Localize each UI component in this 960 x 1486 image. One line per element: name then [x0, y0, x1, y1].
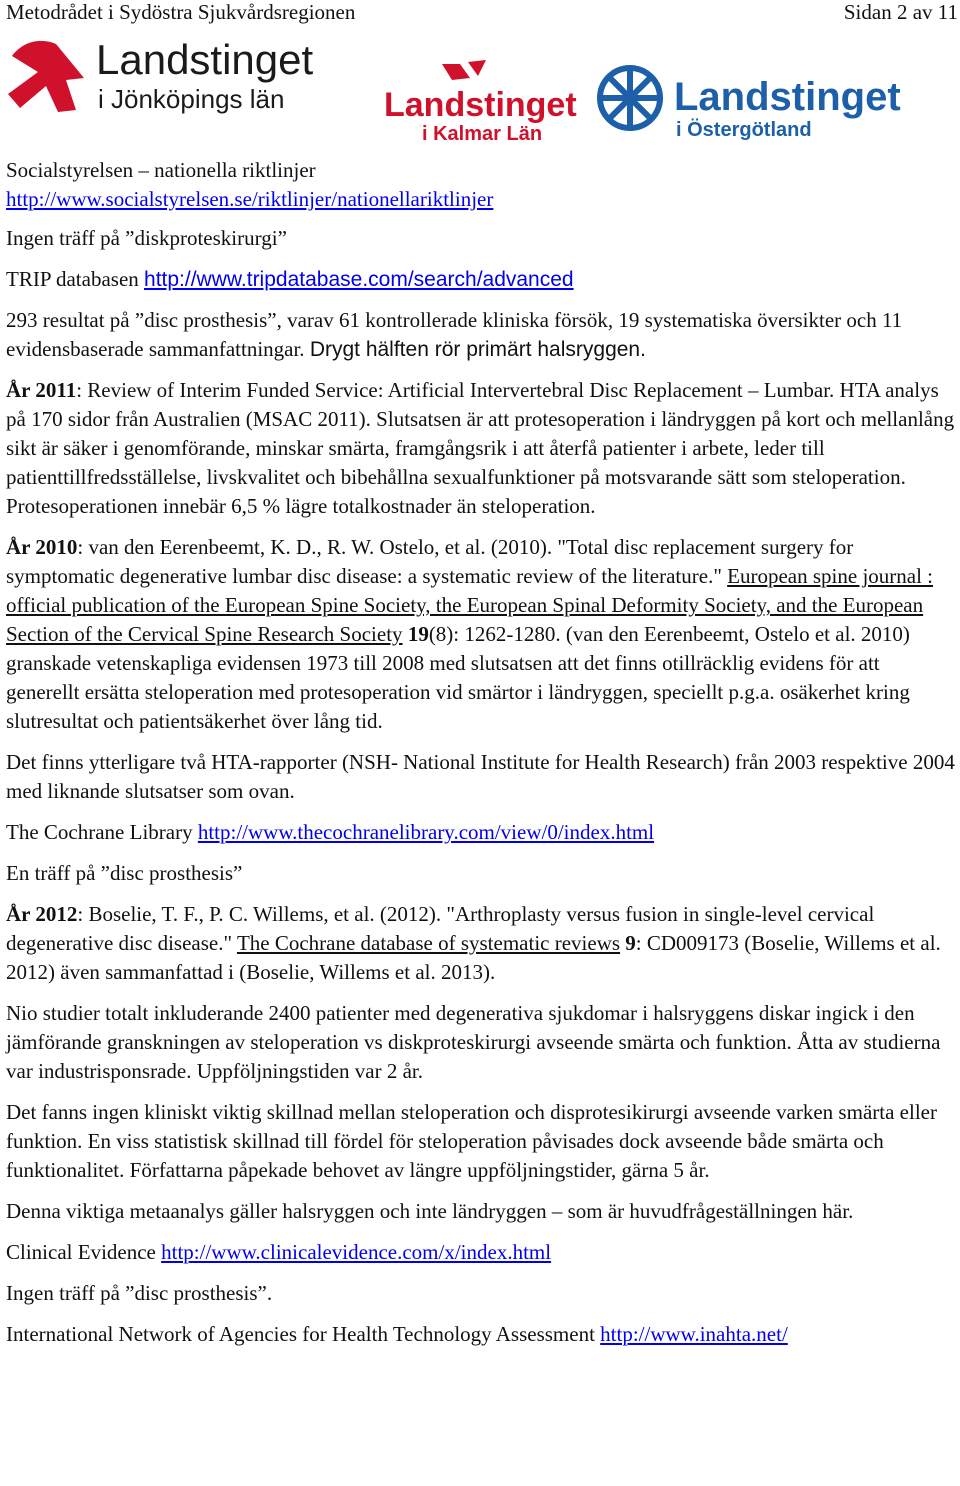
year-2010-summary: (8): 1262-1280. (van den Eerenbeemt, Ostelo et al. 2010) granskade vetenskapliga evidensen 1973 till 2008 med slutsatsen att det finns otillräcklig evidens för att generellt ersätta steloperation med protesoperation vid smärtor i ländryggen, speciellt p.g.a. osäkerhet kring slutresultat och patientsäkerhet över lång tid.	[6, 622, 910, 733]
clinical-evidence-link[interactable]: http://www.clinicalevidence.com/x/index.html	[161, 1240, 552, 1264]
year-2011-text: : Review of Interim Funded Service: Artificial Intervertebral Disc Replacement – Lumbar. HTA analys på 170 sidor från Australien (MSAC 2011). Slutsatsen är att protesoperation i ländryggen på kort och mellanlång sikt är säker i genomförande, minskar smärta, framgångsrik i att återfå patienter i arbete, leder till patienttillfredsställelse, livskvalitet och bibehållna sexualfunktioner på motsvarande sätt som steloperation. Protesoperationen innebär 6,5 % lägre totalkostnader än steloperation.	[6, 378, 955, 518]
page-header	[6, 0, 958, 28]
trip-line	[6, 265, 958, 294]
logo-landstinget-jonkoping	[6, 34, 341, 116]
cochrane-link[interactable]: http://www.thecochranelibrary.com/view/0/index.html	[197, 820, 655, 844]
cochrane-line	[6, 818, 958, 847]
clinical-evidence-line	[6, 1238, 958, 1267]
year-2010-volume: 19	[402, 622, 429, 646]
logo-kalmar-line2: i Kalmar Län	[422, 123, 543, 145]
year-2012-label: År 2012	[6, 902, 78, 926]
trip-result-text: 293 resultat på ”disc prosthesis”, varav 61 kontrollerade kliniska försök, 19 systematiska översikter och 11 evidensbaserade sammanfattningar.	[6, 308, 903, 361]
socialstyrelsen-link[interactable]: http://www.socialstyrelsen.se/riktlinjer/nationellariktlinjer	[6, 187, 494, 211]
trip-label: TRIP databasen	[6, 267, 145, 291]
logo-ostergotland-line1: Landstinget	[674, 75, 901, 119]
year-2010-journal-link[interactable]: European spine journal : official publication of the European Spine Society, the European Spinal Deformity Society, and the European Section of the Cervical Spine Research Society	[6, 564, 934, 646]
logo-ostergotland-line2: i Östergötland	[676, 119, 812, 141]
paragraph-2010	[6, 533, 958, 736]
year-2012-volume: 9	[620, 931, 636, 955]
clinical-evidence-result: Ingen träff på ”disc prosthesis”.	[6, 1281, 273, 1305]
header-page-number: Sidan 2 av 11	[843, 0, 958, 24]
year-2012-journal-link[interactable]: The Cochrane database of systematic reviews	[236, 931, 621, 955]
socialstyrelsen-title: Socialstyrelsen – nationella riktlinjer	[6, 158, 316, 182]
trip-result-note: Drygt hälften rör primärt halsryggen.	[309, 338, 646, 361]
inahta-link[interactable]: http://www.inahta.net/	[600, 1322, 788, 1346]
ingen-skillnad-paragraph: Det fanns ingen kliniskt viktig skillnad mellan steloperation och disprotesikirurgi avseende varken smärta eller funktion. En viss statistisk skillnad till fördel för steloperation påvisades dock avseende både smärta och funktionalitet. Författarna påpekade behovet av längre uppföljningstider, gärna 5 år.	[6, 1100, 937, 1182]
metaanalys-paragraph: Denna viktiga metaanalys gäller halsryggen och inte ländryggen – som är huvudfrågeställningen här.	[6, 1199, 854, 1223]
logo-jonkoping-line1: Landstinget	[96, 36, 314, 83]
year-2011-label: År 2011	[6, 378, 77, 402]
header-organization: Metodrådet i Sydöstra Sjukvårdsregionen	[6, 0, 356, 24]
logo-kalmar-line1: Landstinget	[384, 86, 577, 124]
logo-strip	[6, 28, 958, 156]
socialstyrelsen-result: Ingen träff på ”diskproteskirurgi”	[6, 226, 287, 250]
cochrane-result: En träff på ”disc prosthesis”	[6, 861, 243, 885]
year-2010-label: År 2010	[6, 535, 78, 559]
paragraph-2012	[6, 900, 958, 987]
document-page	[6, 0, 958, 1349]
document-body	[6, 156, 958, 1349]
trip-link[interactable]: http://www.tripdatabase.com/search/advanced	[144, 268, 574, 291]
cochrane-label: The Cochrane Library	[6, 820, 198, 844]
logo-landstinget-ostergotland	[590, 54, 910, 144]
trip-result	[6, 306, 958, 364]
logo-jonkoping-line2: i Jönköpings län	[98, 84, 285, 114]
year-2010-citation: : van den Eerenbeemt, K. D., R. W. Ostelo, et al. (2010). "Total disc replacement surgery for symptomatic degenerative lumbar disc disease: a systematic review of the literature."	[6, 535, 854, 588]
inahta-line	[6, 1320, 958, 1349]
hta-paragraph: Det finns ytterligare två HTA-rapporter (NSH- National Institute for Health Research) från 2003 respektive 2004 med liknande slutsatser som ovan.	[6, 750, 955, 803]
year-2012-summary: : CD009173 (Boselie, Willems et al. 2012) även sammanfattad i (Boselie, Willems et al. 2013).	[6, 931, 941, 984]
nio-studier-paragraph: Nio studier totalt inkluderande 2400 patienter med degenerativa sjukdomar i halsryggens diskar ingick i den jämförande granskningen av steloperation vs diskproteskirurgi avseende smärta och funktion. Åtta av studierna var industrisponsrade. Uppföljningstiden var 2 år.	[6, 1001, 941, 1083]
logo-landstinget-kalmar	[382, 58, 577, 145]
clinical-evidence-label: Clinical Evidence	[6, 1240, 162, 1264]
year-2012-citation: : Boselie, T. F., P. C. Willems, et al. (2012). "Arthroplasty versus fusion in single-level cervical degenerative disc disease."	[6, 902, 875, 955]
paragraph-2011	[6, 376, 958, 521]
inahta-label: International Network of Agencies for Health Technology Assessment	[6, 1322, 601, 1346]
